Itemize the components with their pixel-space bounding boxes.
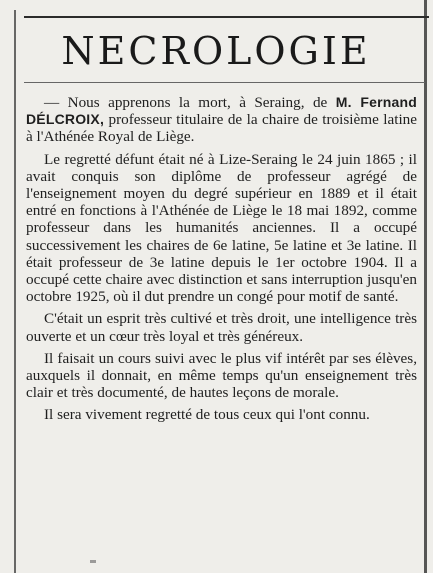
paragraph-career: Le regretté défunt était né à Lize-Seraing le 24 juin 1865 ; il avait conquis son diplôme de professeur agrégé de l'enseignement moyen du degré supérieur en 1889 et il était entré en fonctions à l'Athénée de Liège le 18 mai 1892, comme professeur dans les humanités anciennes. Il a occupé successivement les chaires de 6e latine, 5e latine et 3e latine. Il était professeur de 3e latine depuis le 1er octobre 1904. Il a occupé cette chaire avec distinction et sans interruption jusqu'en octobre 1925, où il dut prendre un congé pour motif de santé. bbox=[26, 150, 417, 306]
header-rule-top bbox=[24, 16, 429, 18]
paragraph-announcement bbox=[26, 94, 417, 146]
paragraph-closing: Il sera vivement regretté de tous ceux qui l'ont connu. bbox=[44, 406, 370, 424]
announcement-lead: — Nous apprenons la mort, à Seraing, de bbox=[44, 94, 328, 111]
print-speck bbox=[90, 560, 96, 563]
column-rule-left bbox=[14, 10, 16, 573]
section-title: NECROLOGIE bbox=[61, 29, 371, 73]
person-name-prefix: M. Fernand bbox=[335, 94, 418, 110]
paragraph-character: C'était un esprit très cultivé et très droit, une intelligence très ouverte et un cœur très loyal et très généreux. bbox=[26, 310, 417, 345]
announcement-rest: professeur titulaire de la chaire de troisième latine à l'Athénée Royal de Liège. bbox=[26, 111, 417, 146]
column-rule-right bbox=[424, 0, 427, 573]
paragraph-teaching: Il faisait un cours suivi avec le plus vif intérêt par ses élèves, auxquels il donnait, en même temps qu'un enseignement très clair et très documenté, de hautes leçons de morale. bbox=[26, 349, 417, 402]
header-rule-bottom bbox=[24, 82, 425, 83]
person-surname: DÉLCROIX, bbox=[26, 111, 105, 128]
obituary-article bbox=[26, 94, 417, 424]
